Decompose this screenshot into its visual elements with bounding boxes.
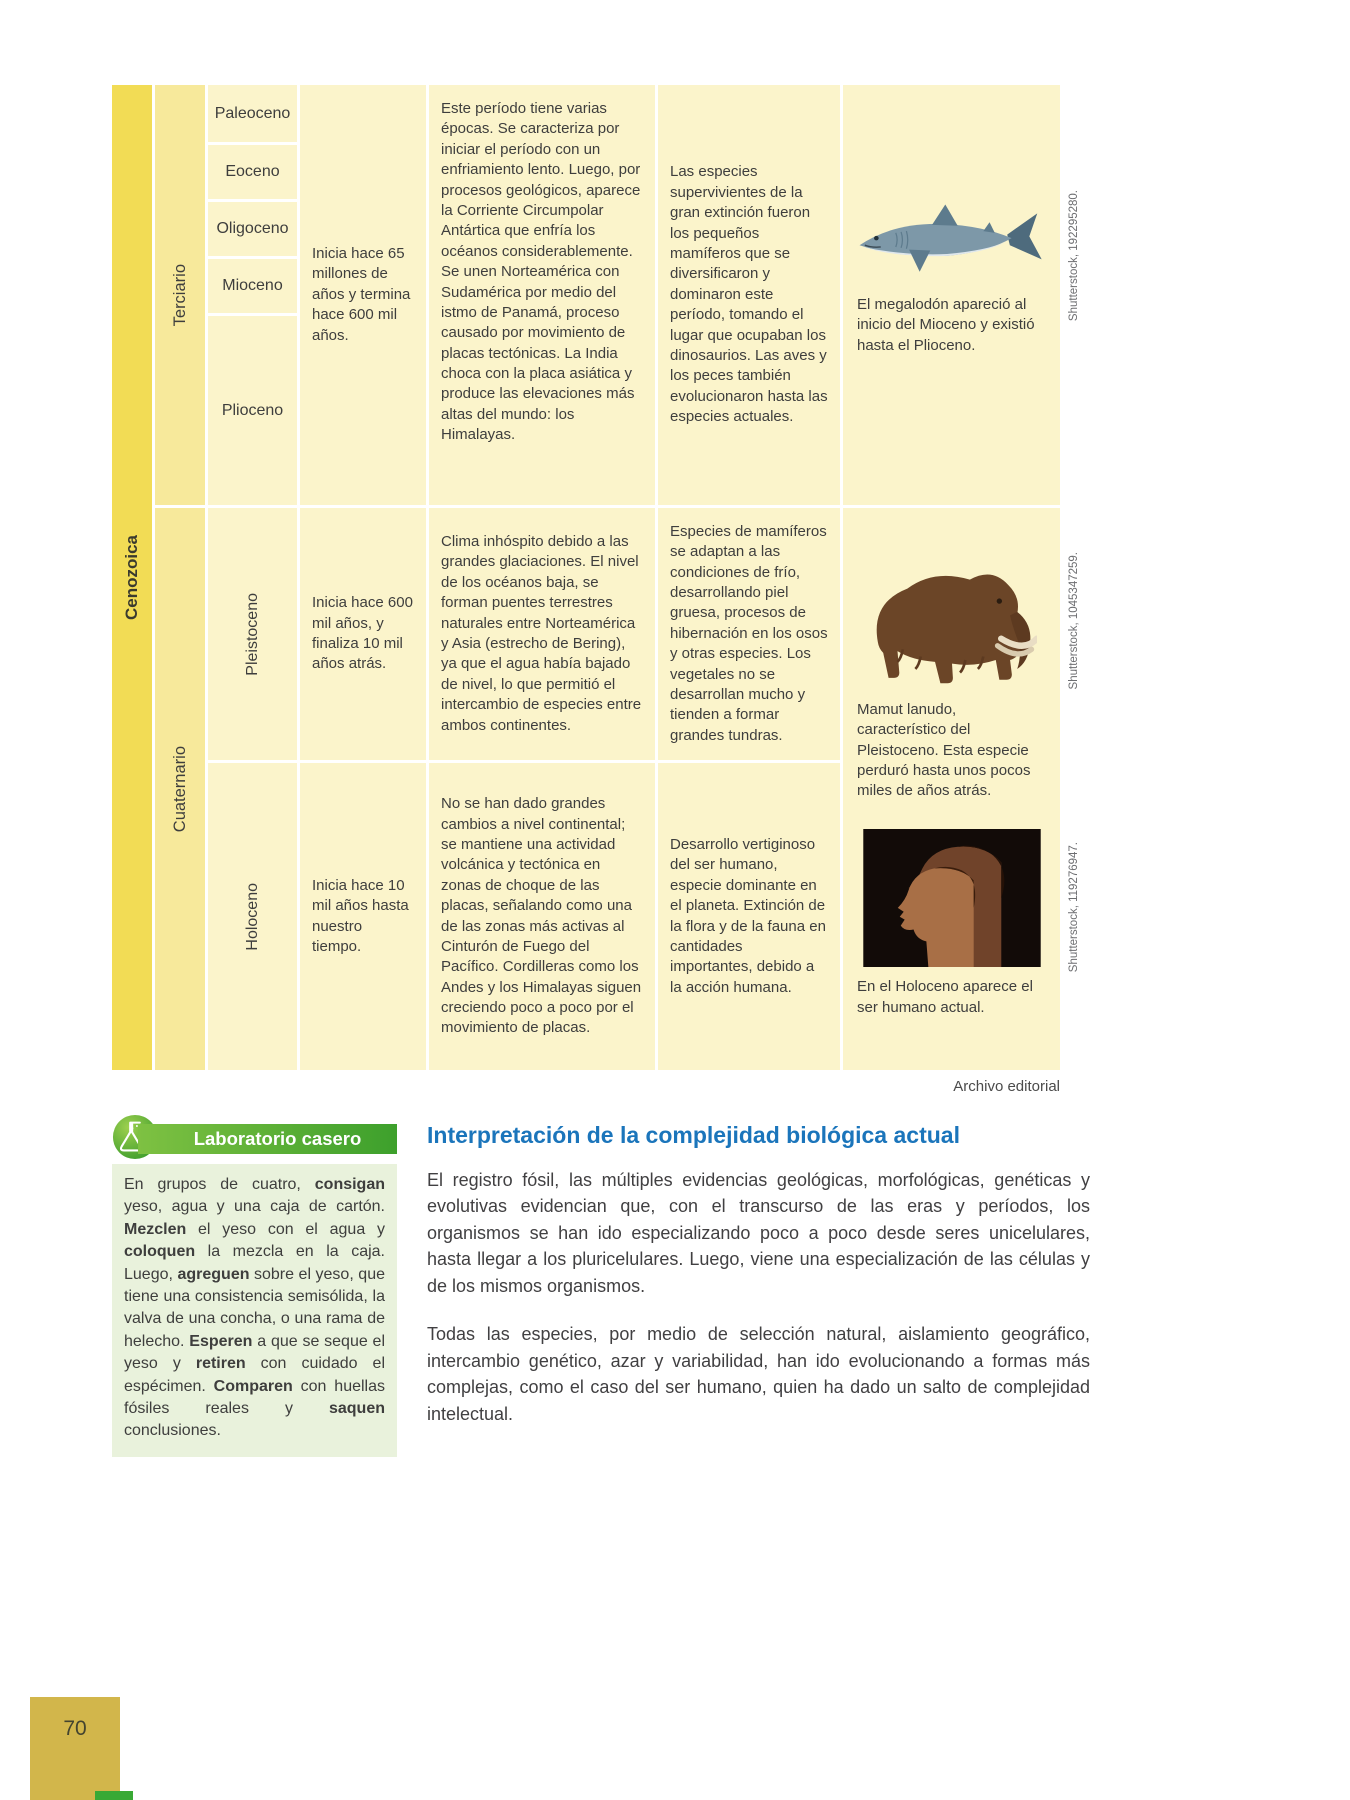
species-cell-pleistoceno [658, 508, 840, 760]
home-lab-header [112, 1114, 397, 1160]
epoch-cell-holoceno [208, 763, 297, 1070]
description-cell-terciario [429, 85, 655, 505]
table-source-credit: Archivo editorial [953, 1078, 1060, 1095]
epoch-cell-paleoceno [208, 85, 297, 142]
photo-credit-shark: Shutterstock, 192295280. [1068, 190, 1080, 322]
period-cell-terciario [155, 85, 205, 505]
species-cell-holoceno [658, 763, 840, 1070]
timing-text: Inicia hace 10 mil años hasta nuestro tiempo. [312, 876, 409, 955]
megalodon-shark-image [854, 201, 1049, 285]
home-lab-instructions: En grupos de cuatro, consigan yeso, agua y una caja de cartón. Mezclen el yeso con el agua y coloquen la mezcla en la caja. Luego, agreguen sobre el yeso, que tiene una consistencia semisólida, la valva de una concha, o una rama de helecho. Esperen a que se seque el yeso y retiren con cuidado el espécimen. Comparen con huellas fósiles reales y saquen conclusiones. [112, 1164, 397, 1457]
era-label: Cenozoica [122, 534, 142, 621]
section-paragraph-1: El registro fósil, las múltiples evidencias geológicas, morfológicas, genéticas y evolutivas evidencian que, con el transcurso de las eras y períodos, los organismos se han ido especializando poco a poco desde seres unicelulares, hasta llegar a los pluricelulares. Luego, viene una especialización de las células y de los mismos organismos. [427, 1170, 1090, 1296]
geologic-era-table [112, 85, 1060, 1070]
epoch-label: Holoceno [243, 882, 261, 951]
period-label-terciario: Terciario [170, 263, 189, 327]
timing-text: Inicia hace 600 mil años, y finaliza 10 mil años atrás. [312, 594, 413, 673]
timing-cell-holoceno [300, 763, 426, 1070]
image-cell-cuaternario [843, 508, 1060, 1070]
section-paragraph-2: Todas las especies, por medio de selección natural, aislamiento geográfico, intercambio genético, azar y variabilidad, han ido evolucionando a formas más complejas, como el caso del ser humano, quien ha dado un salto de complejidad intelectual. [427, 1324, 1090, 1424]
interpretation-section [427, 1122, 1090, 1449]
epoch-cell-oligoceno [208, 202, 297, 256]
epoch-cell-eoceno [208, 145, 297, 199]
species-text: Las especies supervivientes de la gran extinción fueron los pequeños mamíferos que se diversificaron y dominaron este período, tomando el lugar que ocupaban los dinosaurios. Las aves y los peces también evolucionaron hasta las especies actuales. [670, 163, 828, 426]
epoch-label: Eoceno [225, 163, 280, 181]
image-caption-human: En el Holoceno aparece el ser humano actual. [857, 978, 1033, 1016]
timing-cell-pleistoceno [300, 508, 426, 760]
early-human-image [863, 829, 1041, 967]
timing-text: Inicia hace 65 millones de años y termina hace 600 mil años. [312, 245, 411, 344]
epoch-label: Mioceno [222, 277, 283, 295]
epoch-label: Pleistoceno [243, 592, 261, 676]
photo-credit-human: Shutterstock, 119276947. [1068, 842, 1080, 973]
epoch-label: Paleoceno [214, 104, 291, 122]
image-cell-terciario [843, 85, 1060, 505]
image-caption-megalodon: El megalodón apareció al inicio del Mioceno y existió hasta el Plioceno. [857, 296, 1035, 354]
photo-credit-mammoth: Shutterstock, 1045347259. [1068, 552, 1080, 690]
epoch-cell-mioceno [208, 259, 297, 313]
epoch-cell-plioceno [208, 316, 297, 505]
description-text: No se han dado grandes cambios a nivel continental; se mantiene una actividad volcánica y tectónica en zonas de choque de las placas, señalando como una de las zonas más activas al Cinturón de Fuego del Pacífico. Cordilleras como los Andes y los Himalayas siguen creciendo poco a poco por el movimiento de placas. [441, 795, 642, 1037]
period-label-cuaternario: Cuaternario [170, 745, 189, 833]
page-number-block [30, 1697, 120, 1800]
epoch-cell-pleistoceno [208, 508, 297, 760]
home-lab-title-bar [138, 1124, 397, 1154]
description-cell-pleistoceno [429, 508, 655, 760]
era-cell-cenozoica [112, 85, 152, 1070]
description-text: Clima inhóspito debido a las grandes glaciaciones. El nivel de los océanos baja, se forman puentes terrestres naturales entre Norteamérica y Asia (estrecho de Bering), ya que el agua había bajado de nivel, lo que permitió el intercambio de especies entre ambos continentes. [441, 533, 642, 734]
page-number: 70 [63, 1717, 87, 1740]
species-text: Especies de mamíferos se adaptan a las condiciones de frío, desarrollando piel gruesa, procesos de hibernación en los osos y otras especies. Los vegetales no se desarrollan mucho y tienden a formar grandes tundras. [670, 522, 828, 744]
description-text: Este período tiene varias épocas. Se caracteriza por iniciar el período con un enfriamiento lento. Luego, por procesos geológicos, aparece la Corriente Circumpolar Antártica que enfría los océanos considerablemente. Se unen Norteamérica con Sudamérica por medio del istmo de Panamá, proceso causado por movimiento de placas tectónicas. La India choca con la placa asiática y produce las elevaciones más altas del mundo: los Himalayas. [441, 100, 641, 444]
home-lab-title: Laboratorio casero [193, 1128, 362, 1149]
period-cell-cuaternario [155, 508, 205, 1070]
home-lab-section [112, 1114, 397, 1457]
image-caption-mammoth: Mamut lanudo, característico del Pleistoceno. Esta especie perduró hasta unos pocos miles de años atrás. [857, 701, 1031, 799]
timing-cell-terciario [300, 85, 426, 505]
footer-green-tab [95, 1791, 133, 1800]
section-title: Interpretación de la complejidad biológica actual [427, 1122, 960, 1148]
species-cell-terciario [658, 85, 840, 505]
description-cell-holoceno [429, 763, 655, 1070]
species-text: Desarrollo vertiginoso del ser humano, especie dominante en el planeta. Extinción de la flora y de la fauna en cantidades importantes, debido a la acción humana. [670, 835, 826, 996]
epoch-label: Plioceno [221, 401, 284, 419]
epoch-label: Oligoceno [216, 220, 289, 238]
woolly-mammoth-image [867, 560, 1037, 694]
